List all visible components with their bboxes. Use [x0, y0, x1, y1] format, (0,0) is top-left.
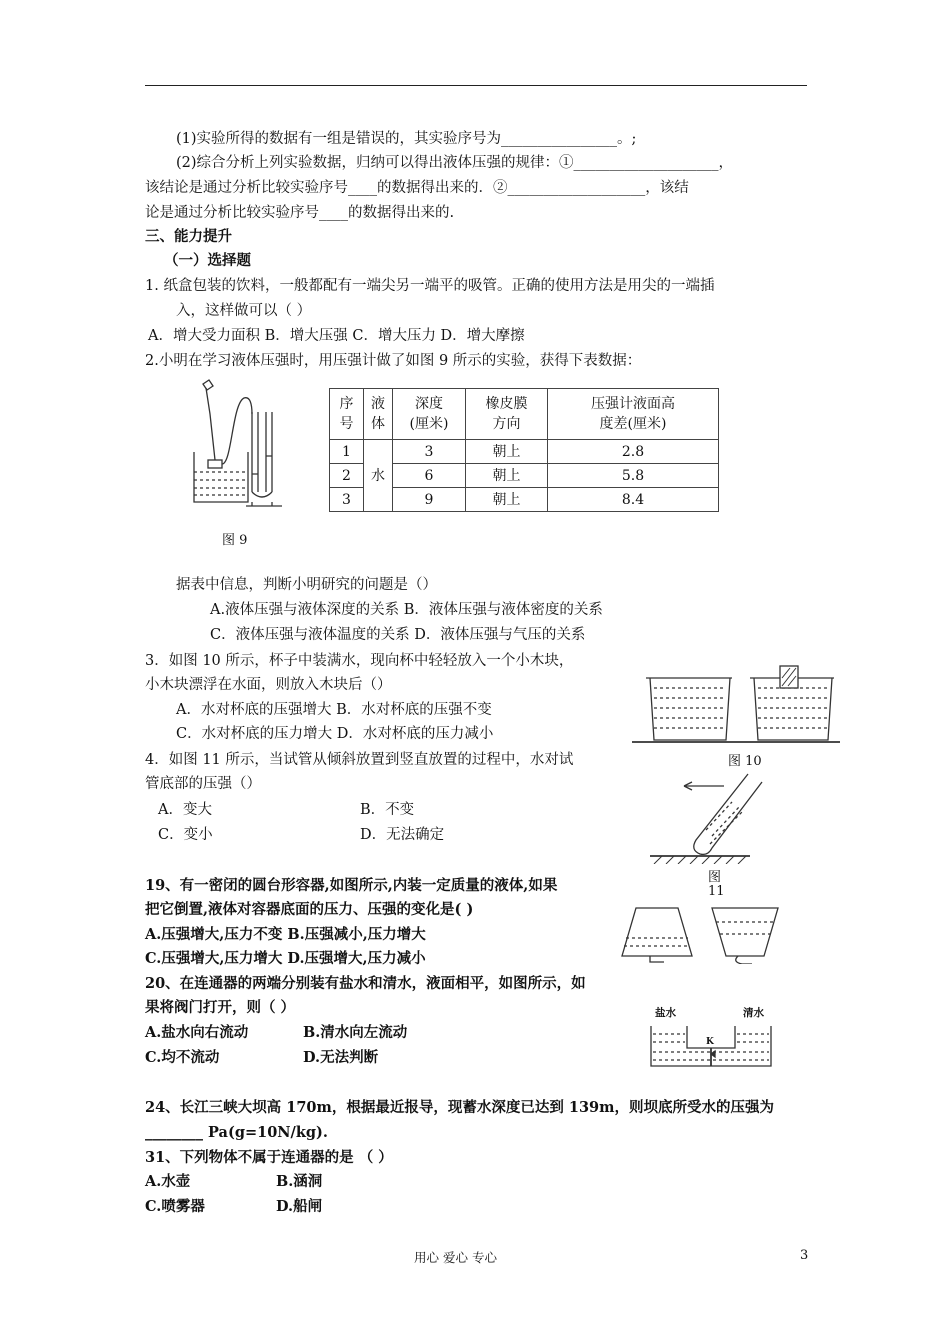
figure-10-caption: 图 10 [728, 754, 762, 769]
question-2: 2.小明在学习液体压强时，用压强计做了如图 9 所示的实验，获得下表数据： [145, 353, 642, 369]
question-20: 20、在连通器的两端分别装有盐水和清水，液面相平，如图所示，如 [145, 975, 586, 992]
figure-9-caption: 图 9 [222, 533, 248, 548]
table-header-row [330, 389, 719, 440]
question-4-option-b: B．不变 [360, 802, 415, 818]
table-header-cell: 方向 [492, 416, 521, 432]
page-footer: 用心 爱心 专心 [414, 1250, 497, 1265]
question-31-option-c: C.喷雾器 [145, 1198, 205, 1215]
table-cell: 2.8 [548, 440, 719, 464]
question-20-option-b: B.清水向左流动 [303, 1024, 408, 1041]
question-19-cont: 把它倒置,液体对容器底面的压力、压强的变化是( ) [145, 901, 474, 918]
table-cell: 朝上 [466, 488, 548, 512]
question-19: 19、有一密闭的圆台形容器,如图所示,内装一定质量的液体,如果 [145, 877, 558, 894]
question-31: 31、下列物体不属于连通器的是 （ ） [145, 1149, 393, 1166]
question-1-cont: 入，这样做可以（ ） [176, 303, 312, 319]
question-2-prompt: 据表中信息，判断小明研究的问题是（） [176, 577, 437, 593]
table-header-cell: 号 [339, 416, 354, 432]
table-row [330, 440, 719, 464]
question-4-option-a: A．变大 [158, 802, 212, 818]
question-31-option-a: A.水壶 [145, 1173, 191, 1190]
question-3-options-ab: A．水对杯底的压强增大 B．水对杯底的压强不变 [176, 702, 492, 718]
table-cell-liquid: 水 [364, 440, 393, 512]
cone-container-illustration [616, 904, 796, 964]
question-19-options-ab: A.压强增大,压力不变 B.压强减小,压力增大 [145, 926, 426, 943]
table-cell: 8.4 [548, 488, 719, 512]
figure-10-illustration [632, 660, 842, 744]
valve-label: K [706, 1037, 714, 1047]
question-2-options-cd: C．液体压强与液体温度的关系 D．液体压强与气压的关系 [210, 627, 586, 643]
table-header-cell: 液 [371, 396, 385, 412]
question-1: 1. 纸盒包装的饮料，一般都配有一端尖另一端平的吸管。正确的使用方法是用尖的一端插 [145, 278, 715, 294]
question-24: 24、长江三峡大坝高 170m，根据最近报导，现蓄水深度已达到 139m，则坝底所受水的压强为 [145, 1099, 774, 1116]
question-31-option-b: B.涵洞 [276, 1173, 323, 1190]
table-cell: 3 [330, 488, 364, 512]
table-cell: 朝上 [466, 464, 548, 488]
figure-11-caption: 图 [708, 870, 722, 885]
table-cell: 5.8 [548, 464, 719, 488]
table-header-cell: (厘米) [409, 416, 449, 432]
q-part2: (2)综合分析上列实验数据，归纳可以得出液体压强的规律：①____________________， [176, 155, 734, 171]
figure-11-caption-number: 11 [708, 884, 725, 899]
table-cell: 朝上 [466, 440, 548, 464]
page-number: 3 [800, 1248, 809, 1263]
table-header-cell: 序 [339, 396, 354, 412]
question-4-option-c: C．变小 [158, 827, 213, 843]
question-1-options: A．增大受力面积 B．增大压强 C．增大压力 D．增大摩擦 [148, 328, 525, 344]
salt-water-label: 盐水 [655, 1007, 676, 1019]
table-cell: 3 [393, 440, 466, 464]
table-header-cell: 度差(厘米) [599, 416, 667, 432]
figure-9-illustration [186, 374, 290, 516]
question-20-option-d: D.无法判断 [303, 1049, 379, 1066]
question-3-options-cd: C．水对杯底的压力增大 D．水对杯底的压力减小 [176, 726, 494, 742]
subsection-title: （一）选择题 [164, 252, 251, 269]
data-table [329, 388, 719, 512]
q-part2-cont1: 该结论是通过分析比较实验序号____的数据得出来的．②___________________，该结 [145, 180, 689, 196]
question-31-option-d: D.船闸 [276, 1198, 323, 1215]
question-4-cont: 管底部的压强（） [145, 776, 261, 792]
q-part2-cont2: 论是通过分析比较实验序号____的数据得出来的. [145, 205, 455, 221]
figure-11-illustration [650, 772, 780, 864]
table-header-cell: 体 [371, 416, 385, 432]
table-cell: 6 [393, 464, 466, 488]
table-header-cell: 压强计液面高 [591, 396, 675, 412]
question-20-cont: 果将阀门打开，则（ ） [145, 999, 296, 1016]
question-3: 3．如图 10 所示，杯子中装满水，现向杯中轻轻放入一个小木块， [145, 653, 574, 669]
table-cell: 9 [393, 488, 466, 512]
fresh-water-label: 清水 [743, 1007, 764, 1019]
question-20-option-a: A.盐水向右流动 [145, 1024, 249, 1041]
question-20-option-c: C.均不流动 [145, 1049, 220, 1066]
q-part1: (1)实验所得的数据有一组是错误的，其实验序号为________________。; [176, 131, 637, 147]
question-24-cont: ________ Pa(g=10N/kg). [145, 1124, 328, 1141]
question-4: 4．如图 11 所示，当试管从倾斜放置到竖直放置的过程中，水对试 [145, 752, 574, 768]
question-2-options-ab: A.液体压强与液体深度的关系 B．液体压强与液体密度的关系 [210, 602, 603, 618]
table-cell: 1 [330, 440, 364, 464]
table-header-cell: 深度 [415, 396, 443, 412]
question-19-options-cd: C.压强增大,压力增大 D.压强增大,压力减小 [145, 950, 426, 967]
table-header-cell: 橡皮膜 [485, 396, 528, 412]
header-rule [145, 85, 807, 86]
question-4-option-d: D．无法确定 [360, 827, 445, 843]
section-title: 三、能力提升 [145, 228, 232, 245]
table-cell: 2 [330, 464, 364, 488]
question-3-cont: 小木块漂浮在水面，则放入木块后（） [145, 677, 392, 693]
